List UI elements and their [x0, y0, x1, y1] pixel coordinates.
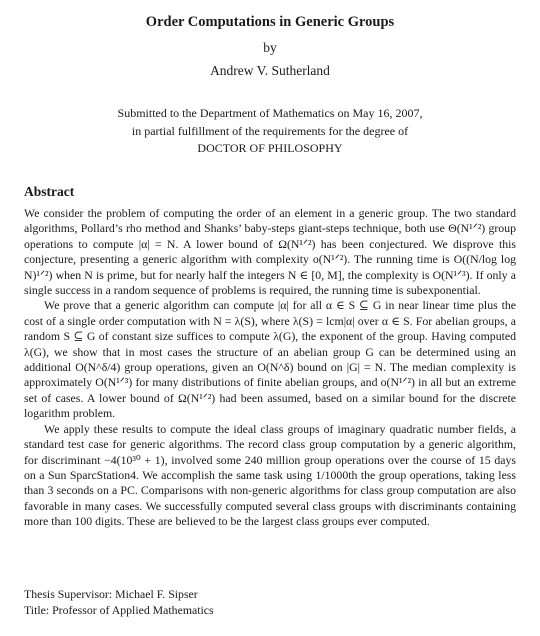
submission-line-1: Submitted to the Department of Mathematics on May 16, 2007, [117, 106, 423, 120]
abstract-paragraph-2: We prove that a generic algorithm can compute |α| for all α ∈ S ⊆ G in near linear time plus the cost of a single order computation with N = λ(S), where λ(S) = lcm|α| over α ∈ S. For abelian groups, a random S ⊆ G of constant size suffices to compute λ(G), the exponent of the group. Having computed λ(G), we show that in most cases the structure of an abelian group G can be determined using an additional O(N^δ/4) group operations, given an O(N^δ) bound on |G| = N. The median complexity is approximately O(N¹ᐟ³) for many distributions of finite abelian groups, and o(N¹ᐟ²) in all but an extreme set of cases. A lower bound of Ω(N¹ᐟ²) had been assumed, based on a similar bound for the discrete logarithm problem. [24, 298, 516, 421]
submission-statement [0, 104, 540, 140]
degree-name: DOCTOR OF PHILOSOPHY [197, 141, 343, 155]
by-line: by [263, 40, 277, 55]
document-title: Order Computations in Generic Groups [145, 14, 395, 30]
abstract-heading: Abstract [24, 184, 75, 199]
author-name: Andrew V. Sutherland [210, 63, 330, 78]
thesis-supervisor-block [24, 586, 214, 618]
supervisor-name: Thesis Supervisor: Michael F. Sipser [24, 587, 198, 601]
abstract-paragraph-1: We consider the problem of computing the order of an element in a generic group. The two standard algorithms, Pollard’s rho method and Shanks’ baby-steps giant-steps technique, both use Θ(N¹ᐟ²) group operations to compute |α| = N. A lower bound of Ω(N¹ᐟ²) has been conjectured. We disprove this conjecture, presenting a generic algorithm with complexity o(N¹ᐟ²). The running time is O((N/log log N)¹ᐟ²) when N is prime, but for nearly half the integers N ∈ [0, M], the complexity is O(N¹ᐟ³). If only a single success in a random sequence of problems is required, the running time is subexponential. [24, 206, 516, 298]
supervisor-title: Title: Professor of Applied Mathematics [24, 603, 214, 617]
submission-line-2: in partial fulfillment of the requirements for the degree of [131, 124, 409, 138]
abstract-body [24, 206, 516, 530]
abstract-paragraph-3: We apply these results to compute the ideal class groups of imaginary quadratic number fields, a standard test case for generic algorithms. The record class group computation by a generic algorithm, for discriminant −4(10³⁰ + 1), involved some 240 million group operations over the course of 15 days on a Sun SparcStation4. We accomplish the same task using 1/1000th the group operations, taking less than 3 seconds on a PC. Comparisons with non-generic algorithms for class group computation are also favorable in many cases. We successfully computed several class groups with discriminants containing more than 100 digits. These are believed to be the largest class groups ever computed. [24, 421, 516, 529]
